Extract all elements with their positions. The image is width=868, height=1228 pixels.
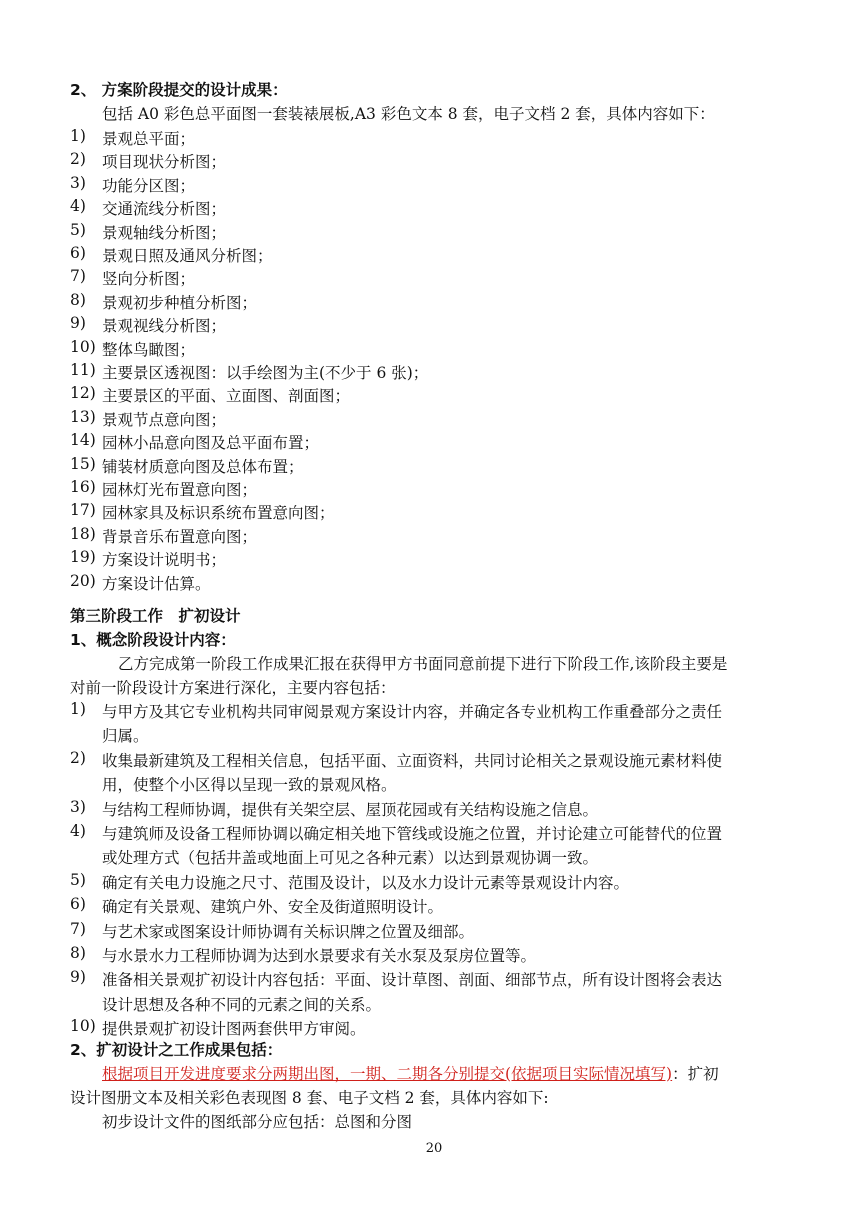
concept-heading: 1、概念阶段设计内容：	[70, 631, 236, 649]
concept-item-text: 收集最新建筑及工程相关信息，包括平面、立面资料，共同讨论相关之景观设施元素材料使	[102, 751, 723, 770]
concept-item-number: 9)	[70, 968, 86, 987]
list-item-text: 竖向分析图；	[102, 270, 196, 289]
concept-item-number: 5)	[70, 870, 86, 889]
section2-intro: 包括 A0 彩色总平面图一套装裱展板,A3 彩色文本 8 套，电子文档 2 套，具体内容如下：	[102, 105, 715, 123]
list-item-text: 主要景区透视图：以手绘图为主(不少于 6 张)；	[102, 364, 429, 382]
list-item-text: 园林家具及标识系统布置意向图；	[102, 504, 335, 523]
concept-intro-line1: 乙方完成第一阶段工作成果汇报在获得甲方书面同意前提下进行下阶段工作,该阶段主要是	[118, 655, 728, 673]
list-item-text: 园林小品意向图及总平面布置；	[102, 434, 320, 453]
list-item-text: 主要景区的平面、立面图、剖面图；	[102, 387, 351, 406]
results-highlight: 根据项目开发进度要求分两期出图，一期、二期各分别提交(依据项目实际情况填写)	[102, 1065, 673, 1083]
list-item-number: 11)	[70, 361, 96, 379]
concept-item-text: 与结构工程师协调，提供有关架空层、屋顶花园或有关结构设施之信息。	[102, 800, 599, 819]
list-item-number: 12)	[70, 384, 96, 403]
list-item-number: 10)	[70, 337, 96, 356]
list-item-number: 19)	[70, 548, 96, 567]
list-item-number: 5)	[70, 220, 86, 239]
concept-intro-line2: 对前一阶段设计方案进行深化，主要内容包括：	[70, 679, 396, 697]
concept-item-text: 与艺术家或图案设计师协调有关标识牌之位置及细部。	[102, 922, 475, 941]
list-item-number: 18)	[70, 524, 96, 543]
concept-item-number: 10)	[70, 1017, 96, 1036]
concept-item-text: 与甲方及其它专业机构共同审阅景观方案设计内容，并确定各专业机构工作重叠部分之责任	[102, 703, 723, 721]
list-item-number: 1)	[70, 127, 86, 145]
list-item-text: 景观初步种植分析图；	[102, 293, 258, 312]
list-item-number: 20)	[70, 571, 96, 590]
concept-item-text: 提供景观扩初设计图两套供甲方审阅。	[102, 1020, 366, 1039]
concept-item-number: 6)	[70, 895, 86, 914]
list-item-number: 13)	[70, 407, 96, 426]
concept-item-number: 3)	[70, 797, 86, 816]
stage3-heading: 第三阶段工作 扩初设计	[70, 607, 241, 625]
list-item-text: 景观总平面；	[102, 130, 196, 148]
concept-item-number: 4)	[70, 822, 86, 840]
concept-item-text-cont: 或处理方式（包括井盖或地面上可见之各种元素）以达到景观协调一致。	[102, 849, 599, 868]
list-item-text: 景观节点意向图；	[102, 410, 227, 429]
list-item-number: 15)	[70, 454, 96, 473]
concept-item-text-cont: 设计思想及各种不同的元素之间的关系。	[102, 995, 382, 1014]
results-line1-tail: ：扩初	[672, 1065, 719, 1083]
page-number: 20	[425, 1141, 443, 1156]
concept-item-text: 准备相关景观扩初设计内容包括：平面、设计草图、剖面、细部节点，所有设计图将会表达	[102, 971, 723, 990]
list-item-text: 景观视线分析图；	[102, 317, 227, 336]
section2-heading: 2、 方案阶段提交的设计成果：	[70, 81, 288, 99]
list-item-number: 14)	[70, 431, 96, 450]
list-item-text: 铺装材质意向图及总体布置；	[102, 457, 304, 476]
list-item-number: 16)	[70, 478, 96, 496]
list-item-number: 3)	[70, 173, 86, 192]
concept-item-number: 2)	[70, 748, 86, 767]
list-item-text: 整体鸟瞰图；	[102, 340, 196, 359]
concept-item-number: 7)	[70, 919, 86, 938]
concept-item-text: 确定有关电力设施之尺寸、范围及设计，以及水力设计元素等景观设计内容。	[102, 873, 630, 892]
list-item-text: 背景音乐布置意向图；	[102, 527, 258, 546]
list-item-text: 园林灯光布置意向图；	[102, 481, 258, 499]
results-heading: 2、扩初设计之工作成果包括：	[70, 1041, 283, 1059]
results-line2: 设计图册文本及相关彩色表现图 8 套、电子文档 2 套，具体内容如下:	[70, 1089, 549, 1107]
results-line3: 初步设计文件的图纸部分应包括：总图和分图	[102, 1113, 413, 1131]
list-item-text: 方案设计说明书；	[102, 551, 227, 570]
list-item-number: 2)	[70, 150, 86, 169]
list-item-text: 景观轴线分析图；	[102, 223, 227, 242]
list-item-number: 9)	[70, 314, 86, 333]
concept-item-text: 与建筑师及设备工程师协调以确定相关地下管线或设施之位置，并讨论建立可能替代的位置	[102, 825, 723, 843]
list-item-text: 景观日照及通风分析图；	[102, 247, 273, 265]
list-item-text: 方案设计估算。	[102, 574, 211, 593]
list-item-text: 交通流线分析图；	[102, 200, 227, 219]
list-item-text: 项目现状分析图；	[102, 153, 227, 172]
list-item-number: 7)	[70, 267, 86, 286]
concept-item-number: 1)	[70, 700, 86, 718]
list-item-number: 6)	[70, 244, 86, 262]
concept-item-text-cont: 归属。	[102, 727, 149, 746]
concept-item-text: 与水景水力工程师协调为达到水景要求有关水泵及泵房位置等。	[102, 947, 537, 965]
list-item-text: 功能分区图；	[102, 176, 196, 195]
concept-item-text: 确定有关景观、建筑户外、安全及街道照明设计。	[102, 898, 444, 917]
list-item-number: 17)	[70, 501, 96, 520]
list-item-number: 8)	[70, 290, 86, 309]
results-line1	[102, 1062, 719, 1084]
concept-item-number: 8)	[70, 944, 86, 962]
list-item-number: 4)	[70, 197, 86, 216]
concept-item-text-cont: 用，使整个小区得以呈现一致的景观风格。	[102, 776, 397, 795]
